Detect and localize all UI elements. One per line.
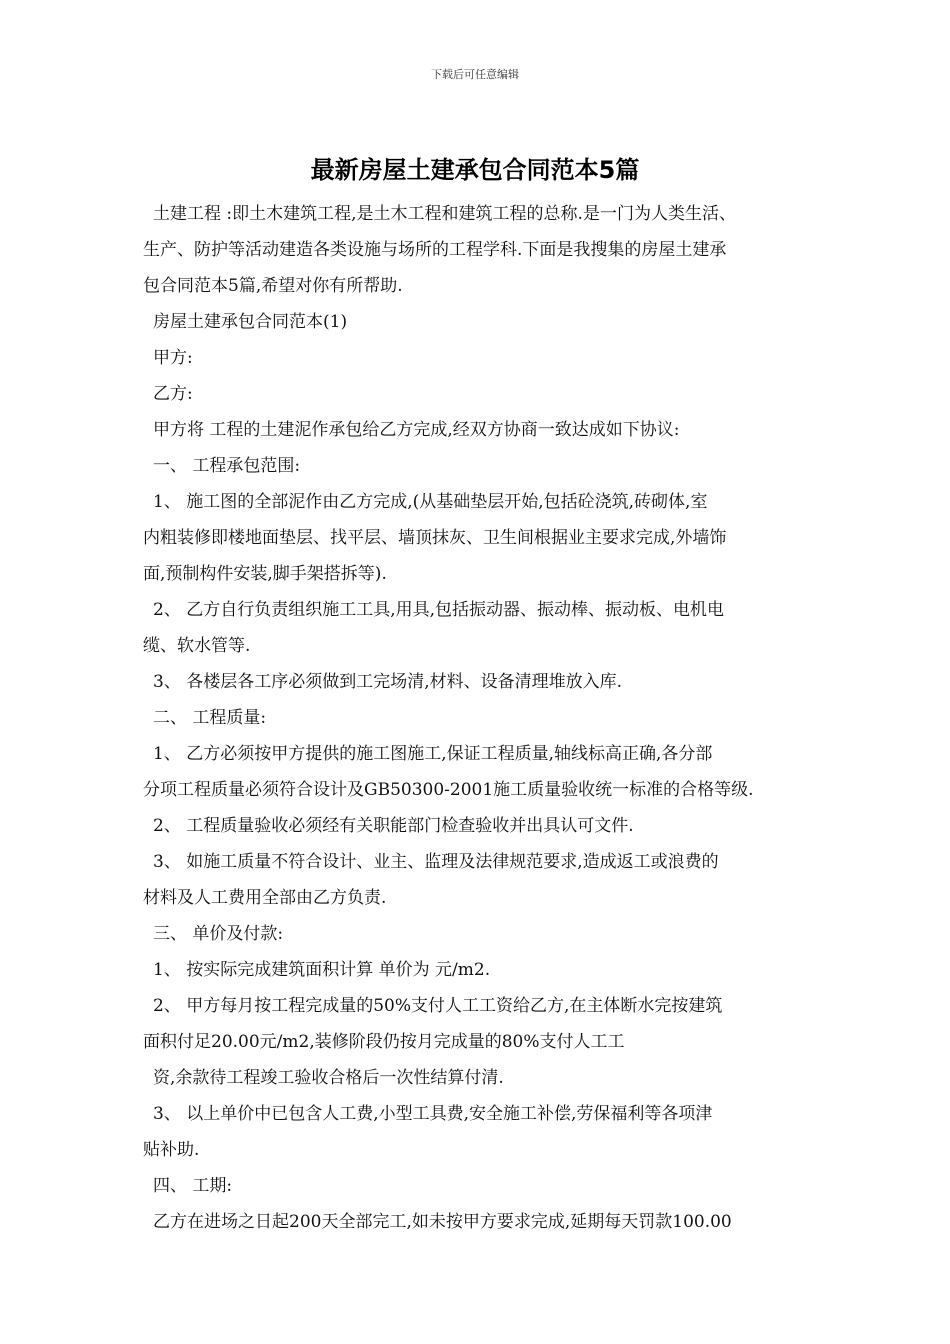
text-line: 房屋土建承包合同范本(1) <box>153 312 348 332</box>
text-line: 缆、软水管等. <box>143 636 251 656</box>
text-line: 3、 如施工质量不符合设计、业主、监理及法律规范要求,造成返工或浪费的 <box>153 852 719 872</box>
text-line: 1、 施工图的全部泥作由乙方完成,(从基础垫层开始,包括砼浇筑,砖砌体,室 <box>153 492 708 512</box>
text-line: 内粗装修即楼地面垫层、找平层、墙顶抹灰、卫生间根据业主要求完成,外墙饰 <box>143 528 727 548</box>
text-line: 3、 以上单价中已包含人工费,小型工具费,安全施工补偿,劳保福利等各项津 <box>153 1104 713 1124</box>
text-line: 甲方: <box>153 348 193 368</box>
text-line: 1、 乙方必须按甲方提供的施工图施工,保证工程质量,轴线标高正确,各分部 <box>153 744 713 764</box>
text-line: 分项工程质量必须符合设计及GB50300-2001施工质量验收统一标准的合格等级. <box>143 780 754 800</box>
text-line: 甲方将 工程的土建泥作承包给乙方完成,经双方协商一致达成如下协议: <box>153 420 680 440</box>
header-note: 下载后可任意编辑 <box>431 68 519 81</box>
text-line: 一、 工程承包范围: <box>153 456 301 476</box>
text-line: 三、 单价及付款: <box>153 924 284 944</box>
text-line: 2、 工程质量验收必须经有关职能部门检查验收并出具认可文件. <box>153 816 634 836</box>
text-line: 土建工程 :即土木建筑工程,是土木工程和建筑工程的总称.是一门为人类生活、 <box>153 204 736 224</box>
text-line: 资,余款待工程竣工验收合格后一次性结算付清. <box>153 1068 504 1088</box>
text-line: 3、 各楼层各工序必须做到工完场清,材料、设备清理堆放入库. <box>153 672 623 692</box>
text-line: 2、 甲方每月按工程完成量的50%支付人工工资给乙方,在主体断水完按建筑 <box>153 996 723 1016</box>
text-line: 乙方: <box>153 384 193 404</box>
document-body <box>143 196 815 1240</box>
text-line: 乙方在进场之日起200天全部完工,如未按甲方要求完成,延期每天罚款100.00 <box>153 1212 732 1232</box>
text-line: 材料及人工费用全部由乙方负责. <box>143 888 387 908</box>
text-line: 二、 工程质量: <box>153 708 267 728</box>
text-line: 面积付足20.00元/m2,装修阶段仍按月完成量的80%支付人工工 <box>143 1032 625 1052</box>
text-line: 四、 工期: <box>153 1176 233 1196</box>
text-line: 包合同范本5篇,希望对你有所帮助. <box>143 276 403 296</box>
text-line: 贴补助. <box>143 1140 200 1160</box>
text-line: 2、 乙方自行负责组织施工工具,用具,包括振动器、振动棒、振动板、电机电 <box>153 600 725 620</box>
text-line: 生产、防护等活动建造各类设施与场所的工程学科.下面是我搜集的房屋土建承 <box>143 240 727 260</box>
text-line: 1、 按实际完成建筑面积计算 单价为 元/m2. <box>153 960 491 980</box>
text-line: 面,预制构件安装,脚手架搭拆等). <box>143 564 387 584</box>
document-title: 最新房屋土建承包合同范本5篇 <box>310 156 640 184</box>
